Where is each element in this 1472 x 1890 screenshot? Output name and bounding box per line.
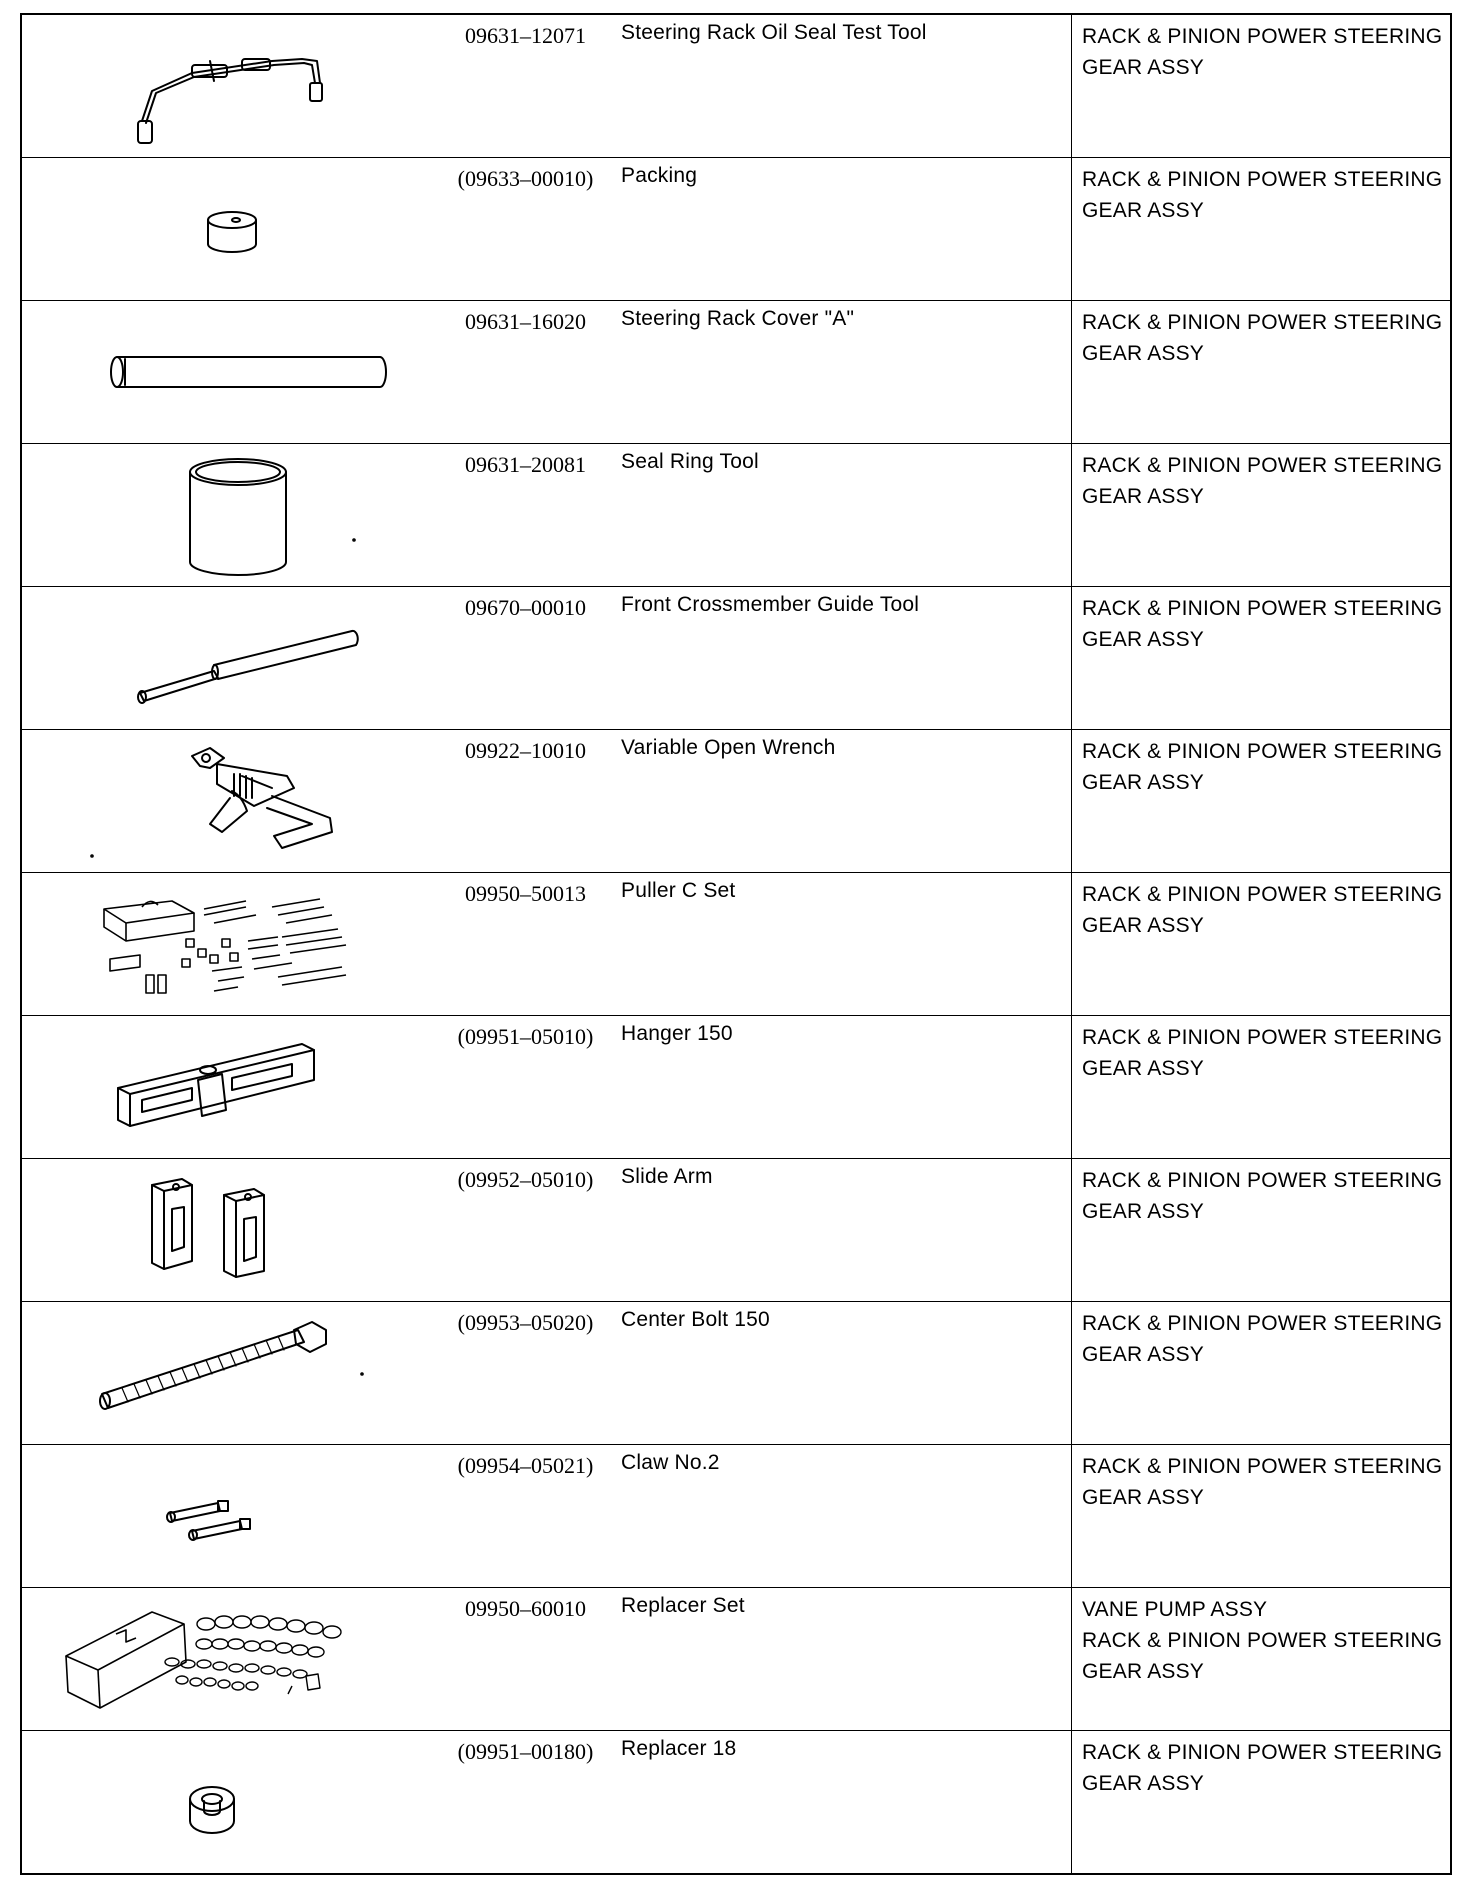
usage-line: RACK & PINION POWER STEERING — [1082, 168, 1443, 191]
tool-name: Center Bolt 150 — [621, 1308, 770, 1331]
table-row — [22, 158, 1450, 301]
usage-line: RACK & PINION POWER STEERING — [1082, 25, 1443, 48]
usage-line: RACK & PINION POWER STEERING — [1082, 1629, 1443, 1652]
column-divider — [1071, 15, 1072, 157]
usage-line: GEAR ASSY — [1082, 1486, 1205, 1509]
usage-list — [1082, 1594, 1450, 1687]
table-row — [22, 1016, 1450, 1159]
column-divider — [1071, 1588, 1072, 1730]
column-divider — [1071, 1159, 1072, 1301]
tool-name: Packing — [621, 164, 698, 187]
usage-list — [1082, 1022, 1450, 1084]
part-number: (09954–05021) — [457, 1453, 594, 1478]
tool-name: Replacer 18 — [621, 1737, 737, 1760]
usage-list — [1082, 1451, 1450, 1513]
usage-list — [1082, 21, 1450, 83]
tool-name: Steering Rack Oil Seal Test Tool — [621, 21, 927, 44]
part-number: (09951–05010) — [457, 1024, 594, 1049]
claw-illustration — [42, 1451, 422, 1581]
usage-list — [1082, 164, 1450, 226]
usage-line: GEAR ASSY — [1082, 1200, 1205, 1223]
part-number: 09670–00010 — [465, 595, 586, 620]
column-divider — [1071, 444, 1072, 586]
usage-line: GEAR ASSY — [1082, 1057, 1205, 1080]
part-number: 09922–10010 — [465, 738, 586, 763]
part-number: 09950–50013 — [465, 881, 586, 906]
part-number: 09631–12071 — [465, 23, 586, 48]
tool-name: Replacer Set — [621, 1594, 745, 1617]
table-row — [22, 444, 1450, 587]
usage-line: GEAR ASSY — [1082, 914, 1205, 937]
usage-line: GEAR ASSY — [1082, 1772, 1205, 1795]
slide-arm-illustration — [42, 1165, 422, 1295]
usage-list — [1082, 1308, 1450, 1370]
usage-line: RACK & PINION POWER STEERING — [1082, 454, 1443, 477]
part-number: 09631–16020 — [465, 309, 586, 334]
part-number: (09633–00010) — [457, 166, 594, 191]
usage-line: GEAR ASSY — [1082, 342, 1205, 365]
usage-line: GEAR ASSY — [1082, 1343, 1205, 1366]
usage-list — [1082, 1737, 1450, 1799]
usage-list — [1082, 307, 1450, 369]
open-wrench-illustration — [42, 736, 422, 866]
table-row — [22, 1445, 1450, 1588]
usage-line: GEAR ASSY — [1082, 485, 1205, 508]
part-number: 09631–20081 — [465, 452, 586, 477]
column-divider — [1071, 587, 1072, 729]
tool-name: Hanger 150 — [621, 1022, 733, 1045]
table-row — [22, 1302, 1450, 1445]
usage-line: RACK & PINION POWER STEERING — [1082, 883, 1443, 906]
replacer-set-illustration — [42, 1594, 422, 1724]
column-divider — [1071, 301, 1072, 443]
usage-list — [1082, 1165, 1450, 1227]
usage-line: GEAR ASSY — [1082, 628, 1205, 651]
column-divider — [1071, 1302, 1072, 1444]
usage-line: RACK & PINION POWER STEERING — [1082, 311, 1443, 334]
column-divider — [1071, 158, 1072, 300]
seal-ring-tool-illustration — [42, 450, 422, 580]
usage-line: GEAR ASSY — [1082, 771, 1205, 794]
column-divider — [1071, 1016, 1072, 1158]
guide-tool-illustration — [42, 593, 422, 723]
part-number: (09953–05020) — [457, 1310, 594, 1335]
usage-list — [1082, 450, 1450, 512]
usage-line: GEAR ASSY — [1082, 56, 1205, 79]
usage-line: RACK & PINION POWER STEERING — [1082, 1169, 1443, 1192]
usage-line: RACK & PINION POWER STEERING — [1082, 1026, 1443, 1049]
packing-illustration — [42, 164, 422, 294]
table-row — [22, 15, 1450, 158]
table-row — [22, 1159, 1450, 1302]
usage-line: GEAR ASSY — [1082, 199, 1205, 222]
puller-set-illustration — [42, 879, 422, 1009]
special-service-tools-table — [20, 13, 1452, 1875]
table-row — [22, 301, 1450, 444]
column-divider — [1071, 1445, 1072, 1587]
rack-cover-illustration — [42, 307, 422, 437]
table-row — [22, 873, 1450, 1016]
usage-line: RACK & PINION POWER STEERING — [1082, 1455, 1443, 1478]
hanger-illustration — [42, 1022, 422, 1152]
part-number: (09951–00180) — [457, 1739, 594, 1764]
usage-line: RACK & PINION POWER STEERING — [1082, 740, 1443, 763]
column-divider — [1071, 730, 1072, 872]
part-number: 09950–60010 — [465, 1596, 586, 1621]
usage-line: VANE PUMP ASSY — [1082, 1598, 1268, 1621]
usage-line: RACK & PINION POWER STEERING — [1082, 597, 1443, 620]
usage-list — [1082, 736, 1450, 798]
tool-name: Front Crossmember Guide Tool — [621, 593, 920, 616]
table-row — [22, 587, 1450, 730]
tool-name: Steering Rack Cover "A" — [621, 307, 855, 330]
replacer-ring-illustration — [42, 1737, 422, 1867]
usage-list — [1082, 879, 1450, 941]
hose-test-tool-illustration — [42, 21, 422, 151]
usage-line: RACK & PINION POWER STEERING — [1082, 1312, 1443, 1335]
tool-name: Claw No.2 — [621, 1451, 720, 1474]
table-row — [22, 1731, 1450, 1875]
center-bolt-illustration — [42, 1308, 422, 1438]
usage-line: RACK & PINION POWER STEERING — [1082, 1741, 1443, 1764]
table-row — [22, 730, 1450, 873]
tool-name: Seal Ring Tool — [621, 450, 759, 473]
table-row — [22, 1588, 1450, 1731]
usage-list — [1082, 593, 1450, 655]
usage-line: GEAR ASSY — [1082, 1660, 1205, 1683]
tool-name: Slide Arm — [621, 1165, 713, 1188]
tool-name: Puller C Set — [621, 879, 736, 902]
part-number: (09952–05010) — [457, 1167, 594, 1192]
column-divider — [1071, 873, 1072, 1015]
column-divider — [1071, 1731, 1072, 1875]
tool-name: Variable Open Wrench — [621, 736, 836, 759]
